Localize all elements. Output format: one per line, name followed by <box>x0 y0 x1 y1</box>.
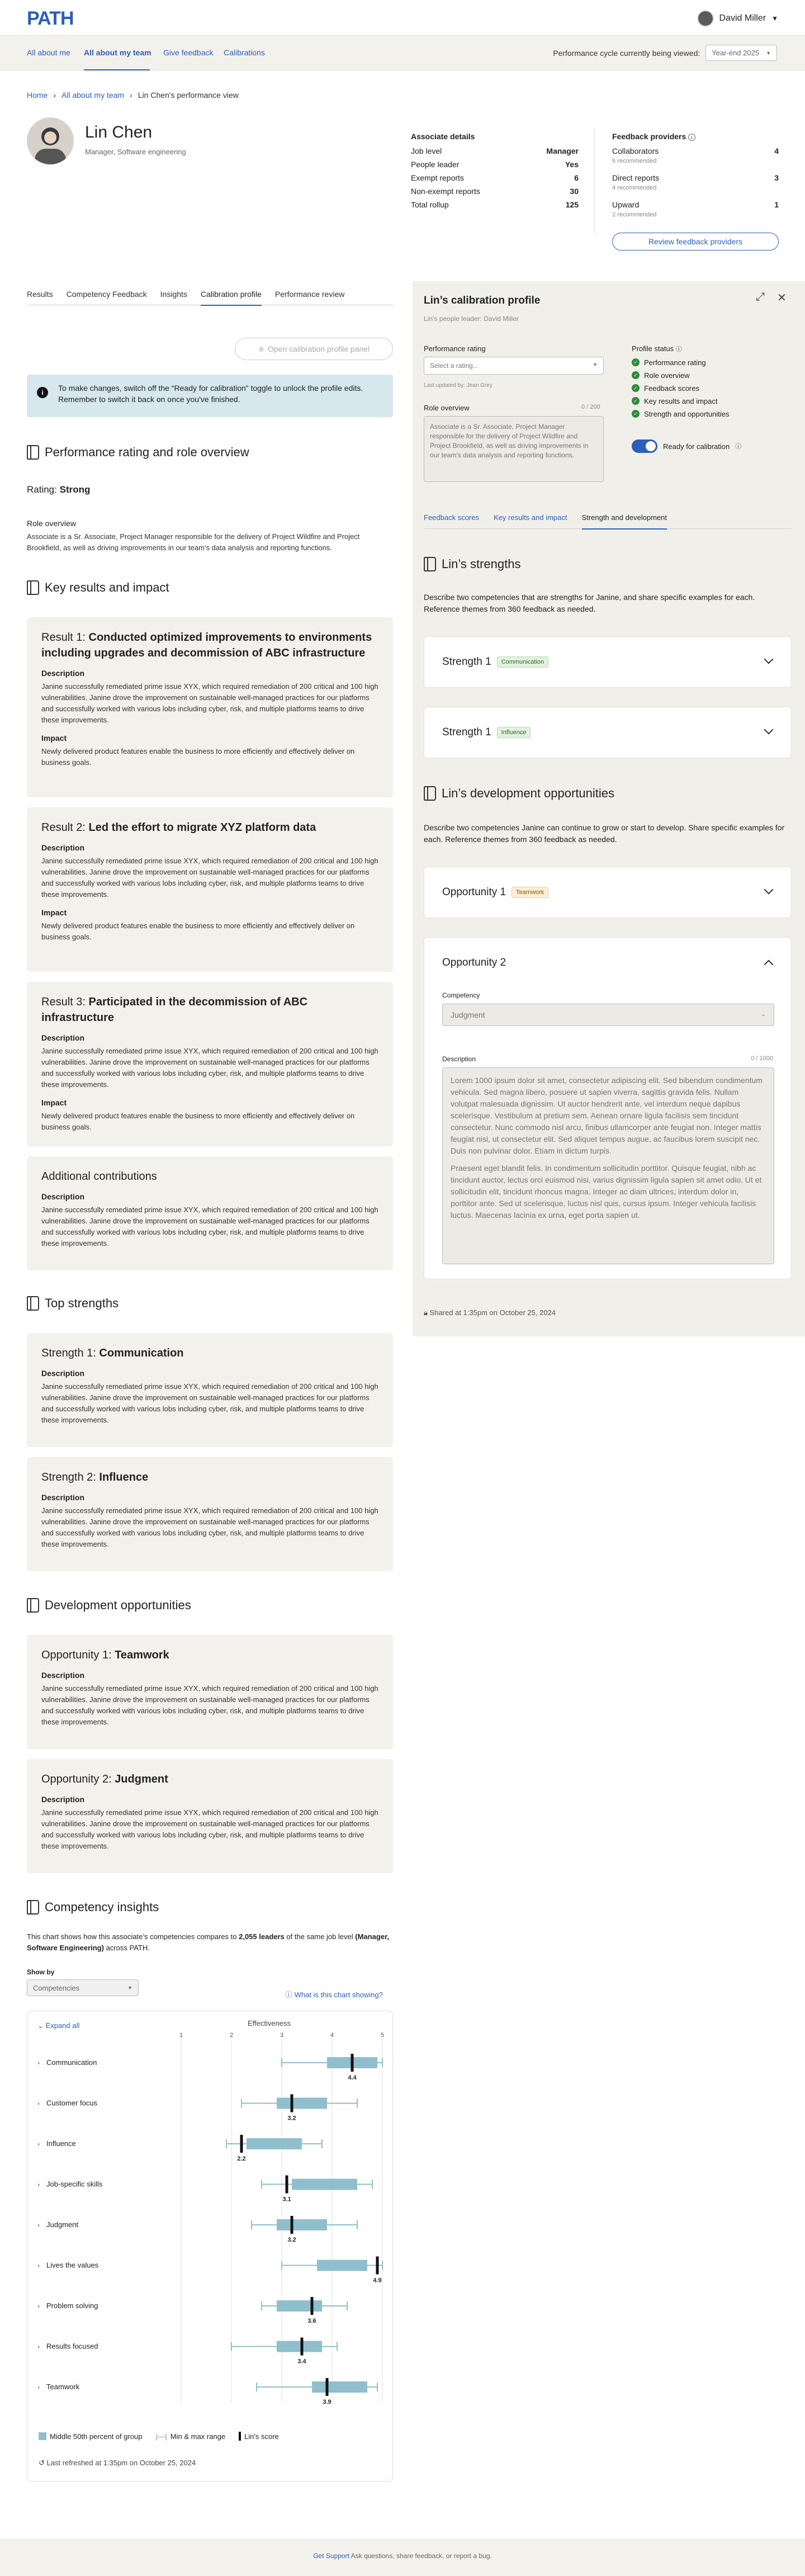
open-panel-label: Open calibration profile panel <box>268 344 370 353</box>
development-heading: Development opportunities <box>27 1598 191 1613</box>
person-photo-icon <box>27 117 74 164</box>
tab-results[interactable]: Results <box>27 290 53 299</box>
nav-active-indicator <box>84 69 150 70</box>
divider <box>594 127 595 234</box>
review-feedback-providers-button[interactable]: Review feedback providers <box>612 233 779 250</box>
expand-icon[interactable]: ⤢ <box>756 291 765 303</box>
show-by-dropdown[interactable]: Competencies ▼ <box>27 1979 139 1996</box>
chevron-down-icon <box>764 655 774 664</box>
get-support-link[interactable]: Get Support <box>313 2552 349 2560</box>
user-menu[interactable] <box>697 10 778 27</box>
score-label: 4.9 <box>373 2277 382 2284</box>
score-marker <box>311 2297 314 2315</box>
book-icon <box>27 445 39 460</box>
avatar <box>697 10 714 27</box>
tab-calibration-profile[interactable]: Calibration profile <box>201 286 262 305</box>
chart-help-link[interactable]: ⓘ What is this chart showing? <box>285 1991 383 1999</box>
panel-development-heading: Lin’s development opportunities <box>424 786 614 801</box>
competency-chart-card <box>27 2011 393 2482</box>
footer-text: Ask questions, share feedback, or report a bug. <box>349 2552 492 2560</box>
chevron-right-icon: › <box>37 2343 40 2351</box>
feedback-row: Collaborators 4 6 recommended <box>612 146 779 164</box>
chevron-down-icon <box>764 725 774 735</box>
additional-contributions-card: Additional contributions Description Janine successfully remediated prime issue XYX, which required remediation of 200 critical and 100 high vulnerabilities. Janine drove the improvement on sustainable well-managed practices for our platforms and successfully worked with various lobs including cyber, risk, and multiple platforms teams to drive these improvements. <box>27 1156 393 1270</box>
score-label: 3.2 <box>287 2237 296 2243</box>
panel-strengths-heading: Lin’s strengths <box>424 557 520 571</box>
profile-status-list <box>632 357 730 419</box>
competency-select[interactable]: Judgment ⌄ <box>442 1004 774 1026</box>
iqr-box <box>277 2219 327 2230</box>
tab-key-results[interactable]: Key results and impact <box>494 513 567 522</box>
book-icon <box>27 1900 39 1915</box>
profile-tabs <box>27 286 393 305</box>
info-icon: i <box>37 387 48 398</box>
detail-row: Exempt reports 6 <box>411 173 579 182</box>
detail-row: Non-exempt reports 30 <box>411 187 579 196</box>
char-count: 0 / 1000 <box>751 1055 773 1062</box>
score-label: 3.2 <box>287 2115 296 2122</box>
tick-label: 5 <box>380 2032 385 2039</box>
lock-icon: 🔒︎ <box>424 1308 428 1317</box>
feedback-providers <box>612 146 779 227</box>
ready-for-calibration: Ready for calibration ⓘ <box>632 439 741 453</box>
role-overview-textarea[interactable]: Associate is a Sr. Associate, Project Manager responsible for the delivery of Project Wildfire and Project Brookfield, as well as driving improvements in our team’s data analysis and reporting functions. <box>424 416 604 482</box>
chevron-down-icon: ▼ <box>127 1985 132 1991</box>
chevron-down-icon: ⌄ <box>37 2021 44 2030</box>
rating-select[interactable]: Select a rating... ▼ <box>424 357 604 375</box>
description-textarea[interactable]: Lorem 1000 ipsum dolor sit amet, consectetur adipiscing elit. Sed bibendum condimentum vehicula. Sed magna libero, posuere ut sapien viverra, sagittis gravida felis. Nullam volutpat malesuada dignissim. Ut auctor hendrerit ante, vel interdum neque dapibus scelerisque. Vestibulum at pretium sem. Aenean ornare ligula facilisis sem tincidunt consectetur. Nunc commodo nisl arcu, finibus ullamcorper ante feugiat non. Integer mattis feugiat nisi, ut consectetur elit. Sed aliquet tempus augue, ac faucibus lorem suscipit nec. Duis non pulvinar dolor. Etiam in dictum turpis. Praesent eget blandit felis. In condimentum sollicitudin porttitor. Quisque feugiat, nibh ac tincidunt auctor, lectus orci euismod nisi, varius dignissim ligula sapien sit amet odio. Ut et sollicitudin elit, tincidunt rhoncus magna. Integer ac diam ultrices, interdum dolor in, porttitor ante. Sed ut scelerisque, luctus nisl quis, cursus ipsum. Integer vehicula facilisis luctus. Maecenas lacinia ex urna, eget porta sapien ut. <box>442 1067 774 1264</box>
iqr-box <box>277 2098 327 2109</box>
feedback-row: Direct reports 3 4 recommended <box>612 173 779 191</box>
axis-title: Effectiveness <box>247 2019 291 2027</box>
iqr-box <box>312 2381 367 2393</box>
profile-name: Lin Chen <box>85 123 153 141</box>
row-label: Lives the values <box>46 2261 99 2270</box>
book-icon <box>27 1598 39 1613</box>
chevron-right-icon: › <box>37 2059 40 2067</box>
chevron-right-icon: › <box>53 91 56 100</box>
panel-leader: Lin’s people leader: David Miller <box>424 315 519 323</box>
panel-development-desc: Describe two competencies Janine can continue to grow or start to develop. Share specific examples for each. Reference themes from 360 feedback as needed. <box>424 823 785 844</box>
cycle-value: Year-end 2025 <box>712 49 760 57</box>
score-label: 2.2 <box>237 2156 246 2162</box>
book-icon <box>27 1296 39 1311</box>
nav-calibrations[interactable]: Calibrations <box>224 48 265 57</box>
row-label: Judgment <box>46 2220 79 2229</box>
score-marker <box>326 2378 329 2396</box>
tab-insights[interactable]: Insights <box>160 290 187 299</box>
associate-details-title: Associate details <box>411 132 475 141</box>
legend-item: Middle 50th percent of group <box>39 2432 143 2441</box>
check-icon: ✓ <box>632 397 640 405</box>
legend-item: |—| Min & max range <box>155 2432 226 2441</box>
detail-row: People leader Yes <box>411 160 579 169</box>
score-marker <box>286 2176 288 2194</box>
panel-icon: ⎈ <box>258 344 265 353</box>
profile-role: Manager, Software engineering <box>85 148 186 156</box>
book-icon <box>424 786 436 801</box>
opportunity-card: Opportunity 2: Judgment Description Janine successfully remediated prime issue XYX, which required remediation of 200 critical and 100 high vulnerabilities. Janine drove the improvement on sustainable well-managed practices for our platforms and successfully worked with various lobs including cyber, risk, and multiple platforms teams to drive these improvements. <box>27 1759 393 1873</box>
iqr-box <box>277 2300 322 2312</box>
competency-tag: Communication <box>497 656 548 668</box>
nav-all-about-my-team[interactable]: All about my team <box>84 48 151 57</box>
last-updated: Last updated by: Jean Grey <box>424 382 493 389</box>
panel-title: Lin’s calibration profile <box>424 295 541 306</box>
chevron-right-icon: › <box>37 2221 40 2229</box>
score-marker <box>376 2257 379 2275</box>
status-item: ✓ Strength and opportunities <box>632 408 730 419</box>
row-label: Results focused <box>46 2342 98 2351</box>
chevron-right-icon: › <box>37 2181 40 2189</box>
history-icon: ↺ <box>39 2459 45 2467</box>
strength-accordion[interactable]: Strength 1 Influence <box>424 707 792 758</box>
panel-tabs <box>424 510 793 529</box>
tab-competency-feedback[interactable]: Competency Feedback <box>66 290 147 299</box>
user-name: David Miller <box>719 13 766 23</box>
last-refreshed: ↺ Last refreshed at 1:35pm on October 25, 2024 <box>39 2459 196 2467</box>
chevron-down-icon: ▼ <box>593 362 598 367</box>
breadcrumb-current: Lin Chen's performance view <box>138 91 239 100</box>
chevron-right-icon: › <box>37 2303 40 2310</box>
score-marker <box>351 2054 354 2072</box>
score-label: 3.6 <box>307 2318 316 2324</box>
opportunity-accordion-expanded <box>424 937 792 1279</box>
opportunity-accordion[interactable]: Opportunity 1 Teamwork <box>424 867 792 918</box>
results-heading: Key results and impact <box>27 580 169 595</box>
status-item: ✓ Feedback scores <box>632 382 730 394</box>
competency-tag: Teamwork <box>512 887 548 898</box>
row-label: Job-specific skills <box>46 2180 103 2189</box>
nav-bar <box>0 36 805 70</box>
row-label: Communication <box>46 2058 97 2067</box>
close-icon[interactable]: ✕ <box>777 292 787 304</box>
chart-legend <box>39 2432 279 2441</box>
iqr-box <box>292 2179 357 2190</box>
panel-strengths-desc: Describe two competencies that are strengths for Janine, and share specific examples for each. Reference themes from 360 feedback as needed. <box>424 593 755 613</box>
tab-performance-review[interactable]: Performance review <box>274 290 345 299</box>
overview-heading: Performance rating and role overview <box>27 445 249 460</box>
shared-status: 🔒︎ Shared at 1:35pm on October 25, 2024 <box>424 1308 556 1317</box>
footer <box>0 2539 805 2576</box>
iqr-box <box>277 2341 322 2352</box>
associate-details <box>411 146 579 214</box>
breadcrumb-team[interactable]: All about my team <box>61 91 125 100</box>
info-icon[interactable]: i <box>688 134 695 141</box>
chevron-down-icon <box>764 885 774 895</box>
description-label: Description <box>442 1055 476 1063</box>
detail-row: Job level Manager <box>411 146 579 155</box>
status-item: ✓ Key results and impact <box>632 395 730 407</box>
chevron-right-icon: › <box>37 2140 40 2148</box>
competency-label: Competency <box>442 991 480 999</box>
result-card: Result 1: Conducted optimized improvements to environments including upgrades and decommission of ABC infrastructure Description Janine successfully remediated prime issue XYX, which required remediation of 200 critical and 100 high vulnerabilities. Janine drove the improvement on sustainable well-managed practices for our platforms and successfully worked with various lobs including cyber, risk, and multiple platforms teams to drive these improvements. Impact Newly delivered product features enable the business to more efficiently and effectively deliver on business goals. <box>27 617 393 797</box>
role-overview-label: Role overview <box>424 404 470 412</box>
breadcrumb-home[interactable]: Home <box>27 91 48 100</box>
cycle-label: Performance cycle currently being viewed: <box>553 48 700 58</box>
check-icon: ✓ <box>632 410 640 418</box>
row-label: Teamwork <box>46 2383 80 2391</box>
chevron-right-icon: › <box>37 2100 40 2107</box>
logo[interactable]: PATH <box>27 8 74 29</box>
chevron-right-icon: › <box>37 2262 40 2270</box>
info-banner <box>27 375 393 417</box>
chevron-down-icon: ▼ <box>771 15 778 22</box>
chevron-down-icon: ⌄ <box>760 1011 766 1018</box>
top-bar <box>0 0 805 36</box>
result-card: Result 2: Led the effort to migrate XYZ platform data Description Janine successfully remediated prime issue XYX, which required remediation of 200 critical and 100 high vulnerabilities. Janine drove the improvement on sustainable well-managed practices for our platforms and successfully worked with various lobs including cyber, risk, and multiple platforms teams to drive these improvements. Impact Newly delivered product features enable the business to more efficiently and effectively deliver on business goals. <box>27 807 393 972</box>
rating-label: Performance rating <box>424 344 486 353</box>
tick-label: 3 <box>280 2032 284 2039</box>
feedback-providers-title: Feedback providers i <box>612 132 695 141</box>
strength-card: Strength 1: Communication Description Janine successfully remediated prime issue XYX, which required remediation of 200 critical and 100 high vulnerabilities. Janine drove the improvement on sustainable well-managed practices for our platforms and successfully worked with various lobs including cyber, risk, and multiple platforms teams to drive these improvements. <box>27 1333 393 1447</box>
competency-chart <box>27 2011 392 2425</box>
feedback-row: Upward 1 2 recommended <box>612 200 779 218</box>
accordion-header[interactable]: Opportunity 2 <box>442 957 506 968</box>
cycle-selector <box>553 45 777 61</box>
row-label: Influence <box>46 2139 76 2148</box>
chevron-right-icon: › <box>37 2384 40 2391</box>
rating: Rating: Strong <box>27 484 91 495</box>
check-icon: ✓ <box>632 371 640 379</box>
profile-avatar <box>27 117 74 164</box>
score-label: 3.9 <box>323 2399 332 2405</box>
panel-actions <box>756 291 787 305</box>
nav-give-feedback[interactable]: Give feedback <box>163 48 214 57</box>
strength-accordion[interactable]: Strength 1 Communication <box>424 636 792 688</box>
breadcrumb <box>27 91 239 100</box>
iqr-box <box>247 2138 302 2149</box>
profile-status-label: Profile status ⓘ <box>632 344 682 353</box>
chevron-up-icon[interactable] <box>764 960 774 970</box>
role-overview-label: Role overview <box>27 519 76 528</box>
tick-label: 1 <box>179 2032 183 2039</box>
score-label: 3.1 <box>282 2196 291 2203</box>
opportunity-card: Opportunity 1: Teamwork Description Janine successfully remediated prime issue XYX, which required remediation of 200 critical and 100 high vulnerabilities. Janine drove the improvement on sustainable well-managed practices for our platforms and successfully worked with various lobs including cyber, risk, and multiple platforms teams to drive these improvements. <box>27 1635 393 1749</box>
book-icon <box>27 580 39 595</box>
help-icon: ⓘ <box>285 1991 293 1999</box>
score-marker <box>240 2135 243 2153</box>
score-label: 3.4 <box>297 2358 306 2365</box>
competency-tag: Influence <box>497 727 531 738</box>
info-icon[interactable]: ⓘ <box>675 346 682 353</box>
ready-toggle[interactable] <box>632 439 657 453</box>
chevron-down-icon: ▼ <box>766 50 771 56</box>
insights-heading: Competency insights <box>27 1900 159 1915</box>
tick-label: 4 <box>330 2032 334 2039</box>
detail-row: Total rollup 125 <box>411 200 579 209</box>
score-marker <box>301 2338 304 2356</box>
row-label: Customer focus <box>46 2098 98 2107</box>
score-marker <box>291 2216 293 2234</box>
score-marker <box>291 2095 293 2112</box>
status-item: ✓ Role overview <box>632 370 730 381</box>
open-calibration-panel-button[interactable] <box>235 338 393 360</box>
cycle-dropdown[interactable] <box>705 45 777 61</box>
banner-text: To make changes, switch off the “Ready for calibration” toggle to unlock the profile edits. Remember to switch it back on once you've finished. <box>58 384 363 404</box>
legend-item: Lin's score <box>239 2432 279 2441</box>
nav-all-about-me[interactable]: All about me <box>27 48 70 57</box>
chevron-right-icon: › <box>130 91 132 100</box>
check-icon: ✓ <box>632 384 640 392</box>
status-item: ✓ Performance rating <box>632 357 730 368</box>
insights-intro: This chart shows how this associate’s competencies compares to 2,055 leaders of the same job level (Manager, Software Engineering) across PATH. <box>27 1932 389 1952</box>
result-card: Result 3: Participated in the decommission of ABC infrastructure Description Janine successfully remediated prime issue XYX, which required remediation of 200 critical and 100 high vulnerabilities. Janine drove the improvement on sustainable well-managed practices for our platforms and successfully worked with various lobs including cyber, risk, and multiple platforms teams to drive these improvements. Impact Newly delivered product features enable the business to more efficiently and effectively deliver on business goals. <box>27 982 393 1146</box>
book-icon <box>424 557 436 571</box>
strength-card: Strength 2: Influence Description Janine successfully remediated prime issue XYX, which required remediation of 200 critical and 100 high vulnerabilities. Janine drove the improvement on sustainable well-managed practices for our platforms and successfully worked with various lobs including cyber, risk, and multiple platforms teams to drive these improvements. <box>27 1457 393 1571</box>
tick-label: 2 <box>229 2032 234 2039</box>
show-by-label: Show by <box>27 1968 55 1976</box>
strengths-heading: Top strengths <box>27 1296 119 1311</box>
tab-strength-development[interactable]: Strength and development <box>582 510 667 529</box>
iqr-box <box>317 2260 367 2271</box>
expand-all-button[interactable]: ⌄ Expand all <box>37 2021 80 2030</box>
role-overview-text: Associate is a Sr. Associate, Project Manager responsible for the delivery of Project Wildfire and Project Brookfield, as well as driving improvements in our team’s data analysis and reporting functions. <box>27 532 360 552</box>
row-label: Problem solving <box>46 2301 98 2310</box>
check-icon: ✓ <box>632 358 640 366</box>
score-label: 4.4 <box>348 2074 357 2081</box>
tab-feedback-scores[interactable]: Feedback scores <box>424 513 479 522</box>
info-icon[interactable]: ⓘ <box>735 443 742 450</box>
char-count: 0 / 200 <box>581 404 600 410</box>
